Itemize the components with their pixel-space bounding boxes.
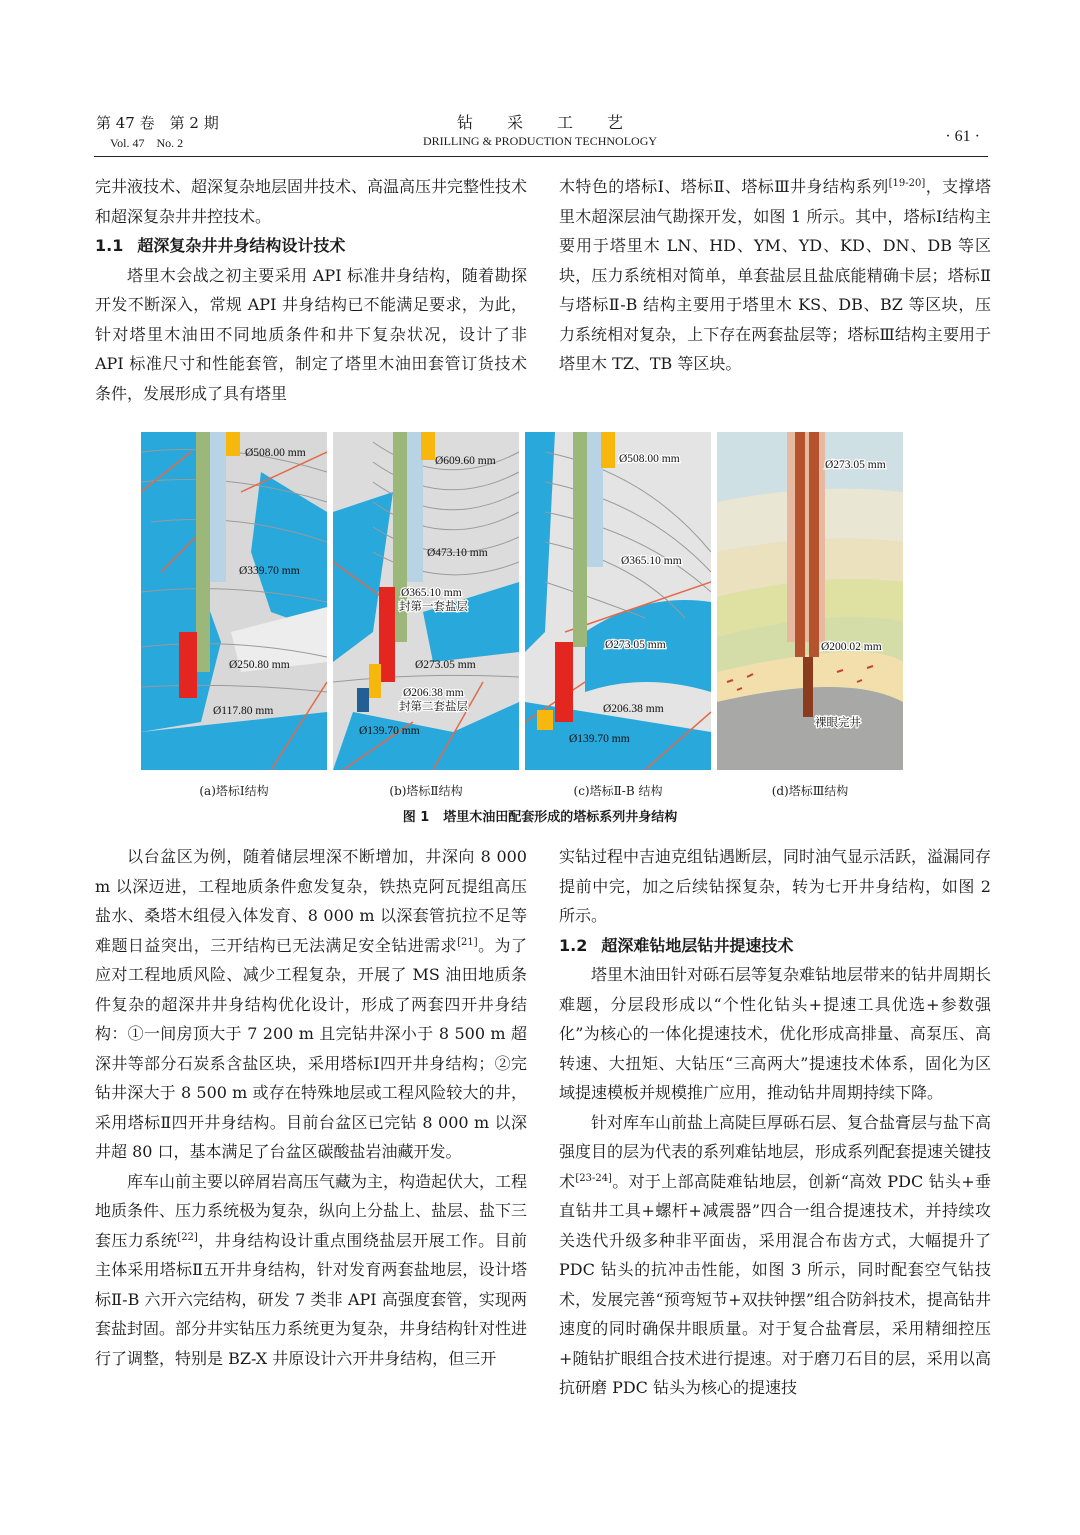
casing-wall [795, 432, 805, 657]
subfigure-label-b: (b)塔标Ⅱ结构 [389, 784, 463, 798]
text: 库车山前主要以碎屑岩高压气藏为主，构造起伏大，工程地质条件、压力系统极为复杂，纵向上分盐上、盐层、盐下三套压力系统 [95, 1171, 528, 1250]
volume-issue-cn: 第 47 卷 第 2 期 [96, 114, 219, 132]
casing-label: Ø139.70 mm [569, 733, 630, 745]
salt-seal-label: 封第一套盐层 [399, 601, 468, 613]
text: ，支撑塔里木超深层油气勘探开发，如图 1 所示。其中，塔标Ⅰ结构主要用于塔里木 LN、HD、YM、YD、KD、DN、DB 等区块，压力系统相对简单，单套盐层且盐底能精确卡层；塔标Ⅱ与塔标Ⅱ-B 结构主要用于塔里木 KS、DB、BZ 等区块，压力系统相对复杂，上下存在两套盐层等；塔标Ⅲ结构主要用于塔里木 TZ、TB 等区块。 [559, 177, 991, 373]
citation[interactable]: [21] [457, 936, 478, 948]
journal-title-en: DRILLING & PRODUCTION TECHNOLOGY [422, 134, 658, 148]
liner [555, 642, 573, 722]
open-hole [803, 657, 813, 717]
casing-intermediate [210, 432, 226, 582]
casing-label: Ø200.02 mm [821, 641, 882, 653]
paragraph [95, 842, 527, 1167]
paragraph: 塔里木会战之初主要采用 API 标准井身结构，随着勘探开发不断深入，常规 API 井身结构已不能满足要求，为此，针对塔里木油田不同地质条件和井下复杂状况，设计了非 API 标准尺寸和性能套管，制定了塔里木油田套管订货技术条件，发展形成了具有塔里 [95, 265, 527, 403]
casing-label: Ø139.70 mm [359, 725, 420, 737]
casing-label: Ø206.38 mm [403, 687, 464, 699]
text: 木特色的塔标Ⅰ、塔标Ⅱ、塔标Ⅲ井身结构系列 [559, 177, 889, 196]
paragraph [95, 1167, 527, 1374]
casing-label: Ø365.10 mm [401, 587, 462, 599]
bottom-right-column [559, 842, 991, 1403]
conductor [601, 432, 615, 468]
casing-label: Ø508.00 mm [245, 447, 306, 459]
subfigure-label-c: (c)塔标Ⅱ-B 结构 [573, 784, 663, 798]
figure-panel-d [717, 432, 903, 770]
casing-label: Ø250.80 mm [229, 659, 290, 671]
liner [379, 587, 395, 682]
completion-label: 裸眼完井 [815, 717, 861, 729]
conductor [421, 432, 435, 460]
page-number: · 61 · [945, 128, 980, 145]
casing-label: Ø273.05 mm [825, 459, 886, 471]
text: 。为了应对工程地质风险、减少工程复杂，开展了 MS 油田地质条件复杂的超深井井身结构优化设计，形成了两套四开井身结构：①一间房顶大于 7 200 m 且完钻井深小于 8 500 m 超深井等部分石炭系含盐区块，采用塔标Ⅰ四开井身结构；②完钻井深大于 8 500 m 或存在特殊地层或工程风险较大的井，采用塔标Ⅱ四开井身结构。目前台盆区已完钻 8 000 m 以深井超 80 口，基本满足了台盆区碳酸盐岩油藏开发。 [95, 935, 527, 1161]
paragraph: 塔里木油田针对砾石层等复杂难钻地层带来的钻井周期长难题，分层段形成以“个性化钻头+提速工具优选+参数强化”为核心的一体化提速技术，优化形成高排量、高泵压、高转速、大扭矩、大钻压“三高两大”提速技术体系，固化为区域提速模板并规模推广应用，推动钻井周期持续下降。 [559, 965, 992, 1102]
casing-wall [809, 432, 819, 657]
subfigure-label-d: (d)塔标Ⅲ结构 [771, 784, 849, 798]
casing-intermediate [587, 432, 603, 567]
casing-label: Ø473.10 mm [427, 547, 488, 559]
liner [179, 632, 197, 698]
section-number: 1.2 [559, 935, 588, 955]
bottom-left-column [95, 842, 527, 1373]
paragraph [559, 1108, 991, 1403]
top-right-column [559, 172, 991, 379]
section-heading-1-2 [559, 931, 991, 961]
paragraph [559, 172, 991, 379]
section-heading-1-1 [95, 231, 527, 261]
section-number: 1.1 [95, 236, 124, 255]
figure-panel-a [141, 432, 327, 770]
text: 以台盆区为例，随着储层埋深不断增加，井深向 8 000 m 以深迈进，工程地质条件愈发复杂，铁热克阿瓦提组高压盐水、桑塔木组侵入体发育、8 000 m 以深套管抗拉不足等难题日益突出，三开结构已无法满足安全钻进需求 [95, 847, 527, 955]
subfigure-label-a: (a)塔标Ⅰ结构 [199, 784, 269, 798]
figure-panel-b [333, 432, 519, 770]
paragraph: 实钻过程中吉迪克组钻遇断层，同时油气显示活跃，溢漏同存提前中完，加之后续钻探复杂，转为七开井身结构，如图 2 所示。 [559, 847, 992, 925]
casing-label: Ø508.00 mm [619, 453, 680, 465]
casing-outer [196, 432, 210, 672]
liner-bottom [357, 688, 369, 712]
casing-label: Ø365.10 mm [621, 555, 682, 567]
casing-outer [573, 432, 587, 647]
citation[interactable]: [23-24] [575, 1172, 612, 1184]
section-title: 超深难钻地层钻井提速技术 [601, 935, 794, 955]
citation[interactable]: [22] [177, 1231, 198, 1243]
text: 。对于上部高陡难钻地层，创新“高效 PDC 钻头+垂直钻井工具+螺杆+减震器”四合一组合提速技术，并持续攻关迭代升级多种非平面齿，采用混合布齿方式，大幅提升了 PDC 钻头的抗冲击性能，如图 3 所示，同时配套空气钻技术，发展完善“预弯短节+双扶钟摆”组合防斜技术，提高钻井速度的同时确保井眼质量。对于复合盐膏层，采用精细控压+随钻扩眼组合技术进行提速。对于磨刀石目的层，采用以高抗研磨 PDC 钻头为核心的提速技 [559, 1171, 991, 1397]
journal-title-cn: 钻采工艺 [456, 113, 657, 132]
casing-label: Ø609.60 mm [435, 455, 496, 467]
volume-issue-en: Vol. 47 No. 2 [110, 136, 184, 150]
header-rule [94, 156, 988, 157]
figure-number: 图 1 [402, 810, 430, 825]
paragraph: 完井液技术、超深复杂地层固井技术、高温高压井完整性技术和超深复杂井井控技术。 [95, 177, 528, 226]
liner-bottom [537, 710, 553, 730]
liner-small [369, 664, 381, 698]
text: 针对库车山前盐上高陡巨厚砾石层、复合盐膏层与盐下高强度目的层为代表的系列难钻地层，形成系列配套提速关键技术 [559, 1112, 992, 1191]
figure-title: 塔里木油田配套形成的塔标系列井身结构 [443, 810, 678, 825]
figure-caption [0, 806, 1080, 825]
casing-label: Ø273.05 mm [605, 639, 666, 651]
conductor [226, 432, 240, 456]
casing-label: Ø273.05 mm [415, 659, 476, 671]
casing-outer [787, 432, 825, 642]
text: ，井身结构设计重点围绕盐层开展工作。目前主体采用塔标Ⅱ五开井身结构，针对发育两套盐地层，设计塔标Ⅱ-B 六开六完结构，研发 7 类非 API 高强度套管，实现两套盐封固。部分井实钻压力系统更为复杂，井身结构针对性进行了调整，特别是 BZ-X 井原设计六开井身结构，但三开 [95, 1230, 528, 1368]
top-left-column [95, 172, 527, 408]
section-title: 超深复杂井井身结构设计技术 [137, 236, 346, 255]
figure-panel-c [525, 432, 711, 770]
citation[interactable]: [19-20] [888, 178, 926, 189]
casing-label: Ø117.80 mm [213, 705, 274, 717]
casing-label: Ø206.38 mm [603, 703, 664, 715]
casing-label: Ø339.70 mm [239, 565, 300, 577]
salt-seal-label: 封第二套盐层 [399, 701, 468, 713]
casing-intermediate [407, 432, 423, 582]
